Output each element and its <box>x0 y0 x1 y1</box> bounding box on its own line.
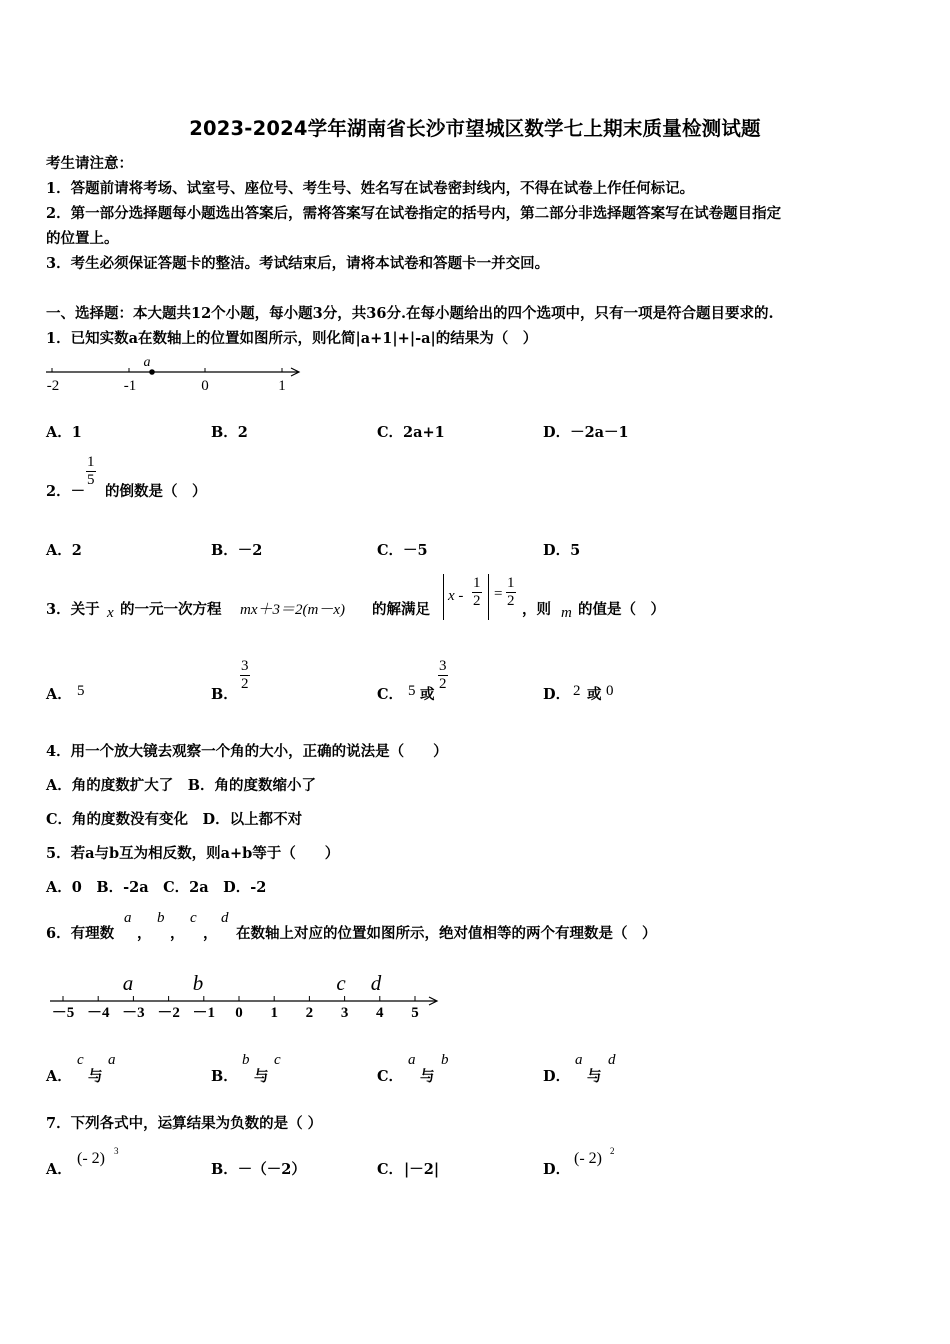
q2-frac-num: 1 <box>87 454 95 470</box>
q3-var-m: m <box>561 605 572 621</box>
q3-option-d-value-2: 0 <box>606 683 614 699</box>
q7-option-d-base: (- 2) <box>574 1150 602 1167</box>
q6-comma: ， <box>170 925 185 942</box>
q3-opt-b-num: 3 <box>241 658 249 674</box>
q3-text-1: 3．关于 <box>46 601 100 618</box>
q7-option-a-exponent: 3 <box>114 1146 119 1156</box>
q4-options-line-1: A．角的度数扩大了 B．角的度数缩小了 <box>46 777 317 794</box>
q3-opt-c-den: 2 <box>439 676 447 692</box>
section-heading: 一、选择题：本大题共12个小题，每小题3分，共36分.在每小题给出的四个选项中，只有一项是符合题目要求的. <box>46 305 774 322</box>
q1-option-c: C．2a+1 <box>377 424 445 441</box>
q1-point-label: a <box>143 355 151 370</box>
q1-tick-label: -2 <box>46 378 60 394</box>
q3-text-3: 的解满足 <box>372 601 430 618</box>
q1-point-a <box>149 369 155 375</box>
q6-comma: ， <box>137 925 152 942</box>
q6-tick-label: 4 <box>376 1005 384 1021</box>
q6-tick-label: －1 <box>192 1005 216 1021</box>
q5-stem: 5．若a与b互为相反数，则a+b等于（ ） <box>46 845 340 862</box>
q3-rhs-fraction <box>506 575 516 610</box>
q7-option-a-base: (- 2) <box>77 1150 105 1167</box>
q6-var-b: b <box>157 910 165 926</box>
notice-heading: 考生请注意： <box>46 155 133 172</box>
q3-abs-bar-right <box>488 574 489 620</box>
q7-stem: 7．下列各式中，运算结果为负数的是（ ） <box>46 1115 323 1132</box>
q4-stem: 4．用一个放大镜去观察一个角的大小，正确的说法是（ ） <box>46 743 448 760</box>
q2-suffix: 的倒数是（ ） <box>105 483 207 500</box>
q6-option-b-label: B． <box>211 1068 238 1085</box>
q6-option-a-var-1: c <box>77 1052 84 1068</box>
q2-fraction <box>86 454 96 489</box>
q7-option-d-label: D． <box>543 1161 571 1178</box>
q3-abs-fraction <box>472 575 482 610</box>
q3-abs-x: x - <box>448 588 464 604</box>
q3-rhs-frac-num: 1 <box>507 575 515 591</box>
q3-option-c-label: C． <box>377 686 404 703</box>
q6-option-d-var-2: d <box>608 1052 616 1068</box>
q2-option-a: A．2 <box>46 542 82 559</box>
q2-option-b: B．－2 <box>211 542 263 559</box>
q6-axis-label-d: d <box>370 971 382 995</box>
q3-option-b-label: B． <box>211 686 238 703</box>
q3-option-b-fraction <box>240 658 250 693</box>
q6-tick-label: 1 <box>270 1005 278 1021</box>
q6-option-b-var-1: b <box>242 1052 250 1068</box>
q3-abs-frac-num: 1 <box>473 575 481 591</box>
q3-text-5: 的值是（ ） <box>578 601 665 618</box>
page-title: 2023-2024学年湖南省长沙市望城区数学七上期末质量检测试题 <box>189 117 761 140</box>
q3-abs-bar-left <box>443 574 444 620</box>
q6-tick-label: 0 <box>235 1005 243 1021</box>
q6-option-a-with: 与 <box>88 1068 103 1085</box>
q1-stem: 1．已知实数a在数轴上的位置如图所示，则化简|a+1|+|-a|的结果为（ ） <box>46 330 538 347</box>
q6-comma: ， <box>203 925 218 942</box>
q6-tick-label: －5 <box>51 1005 75 1021</box>
q1-tick-label: 1 <box>278 378 286 394</box>
q6-option-d-label: D． <box>543 1068 571 1085</box>
q6-option-c-label: C． <box>377 1068 404 1085</box>
q2-prefix: 2．－ <box>46 483 86 500</box>
notice-item-3: 3．考生必须保证答题卡的整洁。考试结束后，请将本试卷和答题卡一并交回。 <box>46 255 550 272</box>
q6-axis-label-a: a <box>122 971 134 995</box>
q3-rhs-frac-den: 2 <box>507 593 515 609</box>
q1-number-line <box>40 350 310 395</box>
q6-text-1: 6．有理数 <box>46 925 115 942</box>
q6-tick-label: －2 <box>157 1005 180 1021</box>
q6-option-c-var-1: a <box>408 1052 416 1068</box>
q4-options-line-2: C．角的度数没有变化 D．以上都不对 <box>46 811 303 828</box>
q2-option-c: C．－5 <box>377 542 428 559</box>
q1-option-a: A．1 <box>46 424 82 441</box>
q6-option-b-var-2: c <box>274 1052 281 1068</box>
q5-options: A．0 B．-2a C．2a D．-2 <box>46 879 267 896</box>
q3-opt-b-den: 2 <box>241 676 249 692</box>
q2-frac-den: 5 <box>87 472 95 488</box>
q6-tick-label: 3 <box>340 1005 349 1021</box>
q3-equation: mx＋3＝2(m－x) <box>240 602 345 618</box>
q7-option-c-value: |－2| <box>404 1161 440 1178</box>
notice-item-2: 2．第一部分选择题每小题选出答案后，需将答案写在试卷指定的括号内，第二部分非选择题答案写在试卷题目指定 <box>46 205 782 222</box>
q3-option-c-value: 5 <box>408 683 416 699</box>
q6-option-a-label: A． <box>46 1068 72 1085</box>
q6-option-c-with: 与 <box>420 1068 435 1085</box>
q3-equals: = <box>494 586 503 602</box>
q3-option-c-fraction <box>438 658 448 693</box>
q6-axis-label-c: c <box>336 971 346 995</box>
q6-axis-label-b: b <box>192 971 204 995</box>
q3-option-a-label: A． <box>46 686 72 703</box>
q3-abs-frac-den: 2 <box>473 593 481 609</box>
q3-option-a-value: 5 <box>77 683 85 699</box>
q3-var-x: x <box>107 605 114 621</box>
q6-number-line <box>44 965 446 1023</box>
q3-text-4: ，则 <box>522 601 551 618</box>
q7-option-c-label: C． <box>377 1161 404 1178</box>
q1-option-d: D．－2a－1 <box>543 424 629 441</box>
q1-tick-label: -1 <box>123 378 137 394</box>
q3-option-d-label: D． <box>543 686 571 703</box>
q6-tick-label: －3 <box>122 1005 145 1021</box>
q1-tick-label: 0 <box>201 378 209 394</box>
q6-option-b-with: 与 <box>254 1068 269 1085</box>
notice-item-2-cont: 的位置上。 <box>46 230 119 247</box>
q3-opt-c-num: 3 <box>439 658 447 674</box>
q6-var-a: a <box>124 910 132 926</box>
q6-option-a-var-2: a <box>108 1052 116 1068</box>
q6-var-c: c <box>190 910 197 926</box>
q7-option-d-exponent: 2 <box>610 1146 615 1156</box>
q3-option-d-or: 或 <box>587 686 602 703</box>
q6-var-d: d <box>221 910 229 926</box>
q6-tick-label: 2 <box>305 1005 314 1021</box>
q3-option-c-or: 或 <box>420 686 435 703</box>
q1-option-b: B．2 <box>211 424 248 441</box>
notice-item-1: 1．答题前请将考场、试室号、座位号、考生号、姓名写在试卷密封线内，不得在试卷上作任何标记。 <box>46 180 695 197</box>
q2-option-d: D．5 <box>543 542 581 559</box>
q6-option-d-with: 与 <box>587 1068 602 1085</box>
q7-option-b: B．－（－2） <box>211 1161 306 1178</box>
q6-tick-label: 5 <box>411 1005 419 1021</box>
q3-option-d-value-1: 2 <box>573 683 581 699</box>
q6-option-c-var-2: b <box>441 1052 449 1068</box>
q6-tick-label: －4 <box>86 1005 110 1021</box>
q7-option-a-label: A． <box>46 1161 72 1178</box>
q6-text-2: 在数轴上对应的位置如图所示，绝对值相等的两个有理数是（ ） <box>236 925 657 942</box>
q3-text-2: 的一元一次方程 <box>120 601 222 618</box>
q6-option-d-var-1: a <box>575 1052 583 1068</box>
